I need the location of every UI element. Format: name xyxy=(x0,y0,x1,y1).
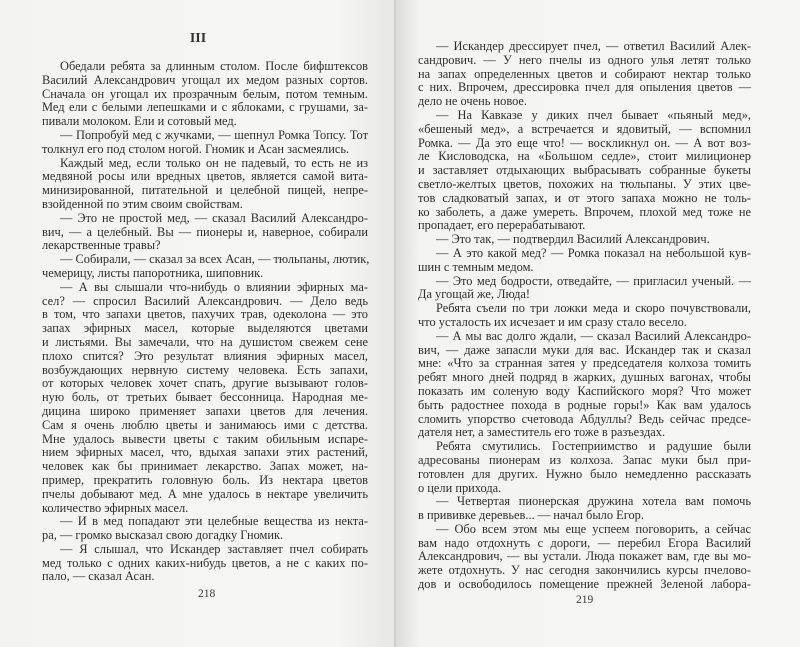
text-line: дицина широко применяет запахи цветов для лечения. xyxy=(42,403,368,418)
text-line: Каждый мед, если только он не падевый, то есть не из xyxy=(60,155,368,170)
text-line: с них. Впрочем, дрессировка пчел для опыления цветов — xyxy=(418,80,751,95)
text-line: в том, что запахи цветов, пахучих трав, одеколона — это xyxy=(42,307,368,322)
text-line: пример, прекратить головную боль. Из нектара цветов xyxy=(42,472,368,487)
text-line: быть радостнее похода в родные горы!» Как вам удалось xyxy=(418,397,751,412)
text-line: сел? — спросил Василий Александрович. — Дело ведь xyxy=(42,293,368,308)
text-line: шин с темным медом. xyxy=(418,259,534,274)
text-line: Ребята смутились. Гостеприимство и радушие были xyxy=(436,439,751,454)
text-line: — Это мед бодрости, отведайте, — пригласил ученый. — xyxy=(436,273,751,288)
text-line: пропадает, его перерабатывают. xyxy=(418,218,586,233)
text-line: количество эфирных масел. xyxy=(42,500,189,515)
left-page xyxy=(0,0,396,647)
text-line: толкнул его под столом ногой. Гномик и Асан засмеялись. xyxy=(42,141,350,156)
text-line: пало, — сказал Асан. xyxy=(42,569,155,584)
text-line: чемерицу, листы папоротника, шиповник. xyxy=(42,265,264,280)
text-line: ную боль, от третьих бывает бессонница. Народная ме- xyxy=(42,390,368,405)
text-line: о цели прихода. xyxy=(418,480,502,495)
text-line: светло-желтых цветов, похожих на тюльпаны. У этих цве- xyxy=(418,176,751,191)
left-page-text xyxy=(42,60,368,584)
text-line: пивали молоком. Ели и сотовый мед. xyxy=(42,114,237,129)
text-line: — А мы вас долго ждали, — сказал Василий Александро- xyxy=(436,328,751,343)
text-line: минизированной, питательной и целебной пищей, непре- xyxy=(42,183,368,198)
right-page xyxy=(396,0,800,647)
text-line: возбуждающих нервную систему человека. Есть запахи, xyxy=(42,362,368,377)
text-line: Александрович, — вы устали. Люда покажет вам, где вы мо- xyxy=(418,549,751,564)
text-line: — Собирали, — сказал за всех Асан, — тюльпаны, лютик, xyxy=(60,252,370,267)
text-line: что усталость их исчезает и им сразу стало весело. xyxy=(418,314,687,329)
text-line: на запах определенных цветов и собирают нектар только xyxy=(418,66,751,81)
text-line: Сначала он угощал их прозрачным белым, потом темным. xyxy=(42,86,368,101)
text-line: Ромка. — Да это еще что! — воскликнул он. — А вот воз- xyxy=(418,135,751,150)
text-line: — Это не простой мед, — сказал Василий Александро- xyxy=(60,210,368,225)
text-line: мед только с одних каких-нибудь цветов, а не с каких по- xyxy=(42,555,368,570)
text-line: ко заболеть, а даже умереть. Впрочем, плохой мед тоже не xyxy=(418,204,751,219)
text-line: — Попробуй мед с жучками, — шепнул Ромка Топсу. Тот xyxy=(60,127,368,142)
text-line: сандрович. — У него пчелы из одного улья летят только xyxy=(418,52,751,67)
text-line: — Четвертая пионерская дружина хотела вам помочь xyxy=(436,494,751,509)
text-line: сломить упорство счетовода Абдуллы? Ведь сейчас предсе- xyxy=(418,411,751,426)
text-line: — На Кавказе у диких пчел бывает «пьяный мед», xyxy=(436,107,751,122)
text-line: адресованы пионерам из колхоза. Запас муки был при- xyxy=(418,452,751,467)
text-line: Василий Александрович угощал их медом разных сортов. xyxy=(42,72,368,87)
text-line: лекарственные травы? xyxy=(42,238,161,253)
text-line: Мед ели с белыми лепешками и с яблоками, с грушами, за- xyxy=(42,100,368,115)
right-page-text xyxy=(418,40,751,592)
text-line: дов и освободилось помещение прежней Зеленой лабора- xyxy=(418,577,751,592)
text-line: дело не очень новое. xyxy=(418,94,528,109)
text-line: вам надо отдохнуть с дороги, — перебил Егора Василий xyxy=(418,535,751,550)
text-line: дателя нет, а заместитель его тоже в разъездах. xyxy=(418,425,666,440)
text-line: и листьями. Вы замечали, что на душистом свежем сене xyxy=(42,334,368,349)
text-line: «бешеный мед», а встречается и ядовитый, — вспомнил xyxy=(418,121,751,136)
text-line: — И в мед попадают эти целебные вещества из некта- xyxy=(60,514,368,529)
text-line: мне: «Что за странная затея у председателя колхоза томить xyxy=(418,356,751,371)
text-line: показать им соленую воду Каспийского моря? Что может xyxy=(418,383,751,398)
text-line: в прививке деревьев... — начал было Егор. xyxy=(418,508,644,523)
text-line: и заставляет отдыхающих выбрасывать собранные букеты xyxy=(418,163,751,178)
text-line: нием эфирных масел, что, вдыхая запахи этих растений, xyxy=(42,445,368,460)
text-line: запах эфирных масел, которые выделяются цветами xyxy=(42,321,368,336)
text-line: ра, — громко высказал свою догадку Гномик. xyxy=(42,528,284,543)
text-line: вич, — а целебный. Вы — пионеры и, наверное, собирали xyxy=(42,224,368,239)
text-line: — Искандер дрессирует пчел, — ответил Василий Алек- xyxy=(436,39,751,53)
text-line: Ребята съели по три ложки меда и скоро почувствовали, xyxy=(436,301,751,316)
text-line: медвяной росы или вредных цветов, является самой вита- xyxy=(42,169,368,184)
text-line: — Обо всем этом мы еще успеем поговорить, а сейчас xyxy=(436,521,751,536)
text-line: Сам я очень люблю цветы и занимаюсь ими с детства. xyxy=(42,417,368,432)
text-line: Мне удалось вывести цветы с таким обильным испаре- xyxy=(42,431,368,446)
page-number: 218 xyxy=(198,588,216,600)
text-line: взойденной по этим своим свойствам. xyxy=(42,196,243,211)
text-line: Обедали ребята за длинным столом. После бифштексов xyxy=(60,59,368,73)
page-number: 219 xyxy=(576,594,594,606)
text-line: — Я слышал, что Искандер заставляет пчел собирать xyxy=(60,541,368,556)
text-line: тов сладковатый запах, и от этого запаха можно не толь- xyxy=(418,190,751,205)
text-line: ребят много дней подряд в жарких, душных вагонах, чтобы xyxy=(418,370,751,385)
text-line: от которых человек хочет спать, другие вызывают голов- xyxy=(42,376,368,391)
text-line: жете отдохнуть. У нас сегодня закончились курсы пчелово- xyxy=(418,563,751,578)
text-line: пчелы добывают мед. А мне удалось в нектаре увеличить xyxy=(42,486,368,501)
text-line: ле Кисловодска, на «Большом седле», стоит милиционер xyxy=(418,149,751,164)
text-line: Да угощай же, Люда! xyxy=(418,287,531,302)
text-line: вич, — даже запасли муки для вас. Искандер так и сказал xyxy=(418,342,751,357)
text-line: человек как бы принимает лекарство. Запах может, на- xyxy=(42,459,368,474)
text-line: — А вы слышали что-нибудь о влиянии эфирных ма- xyxy=(60,279,368,294)
text-line: готовлен для других. Нужно было немедленно рассказать xyxy=(418,466,751,481)
chapter-heading: III xyxy=(189,31,207,46)
text-line: — А это какой мед? — Ромка показал на небольшой кув- xyxy=(436,245,751,260)
text-line: плохо спится? Это результат влияния эфирных масел, xyxy=(42,348,368,363)
text-line: — Это так, — подтвердил Василий Александрович. xyxy=(436,232,710,247)
